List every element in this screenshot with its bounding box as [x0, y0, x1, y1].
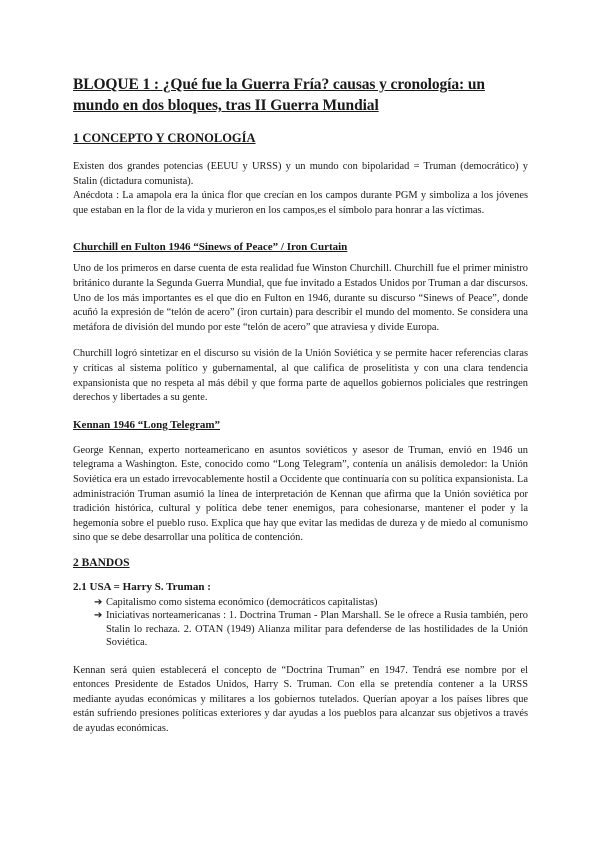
- arrow-right-icon: ➔: [94, 596, 103, 608]
- section-heading-concepto: 1 CONCEPTO Y CRONOLOGÍA: [73, 131, 256, 145]
- section-heading-bandos: 2 BANDOS: [73, 556, 130, 569]
- list-item: [94, 609, 528, 649]
- document-page: [73, 74, 528, 736]
- paragraph-churchill-2: Churchill logró sintetizar en el discurso su visión de la Unión Soviética y se permite hacer referencias claras y críticas al sistema político y gubernamental, al que califica de proselitista y con una clara tendencia expansionista que no respeta al más débil y que forma parte de aquellos gobiernos policiales que restringen derechos y libertades a su gente.: [73, 348, 528, 404]
- bullet-list-usa: [73, 596, 528, 650]
- paragraph-potencias: Existen dos grandes potencias (EEUU y URSS) y un mundo con bipolaridad = Truman (democrático) y Stalin (dictadura comunista).: [73, 161, 528, 187]
- paragraph-doctrina-truman: Kennan será quien establecerá el concepto de “Doctrina Truman” en 1947. Tendrá ese nombre por el entonces Presidente de Estados Unidos, Harry S. Truman. Con ella se pretendía contener a la URSS mediante ayudas económicas y militares a los gobiernos tutelados. Querían apoyar a los países libres que están sufriendo presiones políticas exteriores y dar ayudas a los pueblos para alcanzar sus objetivos a través de ayudas económicas.: [73, 664, 528, 734]
- list-item: [94, 596, 528, 609]
- arrow-right-icon: ➔: [94, 610, 103, 622]
- paragraph-churchill-1: Uno de los primeros en darse cuenta de esta realidad fue Winston Churchill. Churchill fue el primer ministro británico durante la Segunda Guerra Mundial, que fue invitado a Estados Unidos por Truman a dar discursos. Uno de los más importantes es el que dio en Fulton en 1946, durante su discurso “Sinews of Peace”, donde acuñó la expresión de “telón de acero” (iron curtain) para describir el mundo del momento. Se considera una metáfora de división del mundo por este “telón de acero” que atraviesa y divide Europa.: [73, 263, 528, 333]
- bullet-text: Capitalismo como sistema económico (democráticos capitalistas): [106, 596, 378, 608]
- page-title: BLOQUE 1 : ¿Qué fue la Guerra Fría? causas y cronología: un mundo en dos bloques, tras II Guerra Mundial: [73, 76, 485, 114]
- subheading-kennan: Kennan 1946 “Long Telegram”: [73, 418, 220, 431]
- paragraph-kennan: George Kennan, experto norteamericano en asuntos soviéticos y asesor de Truman, envió en 1946 un telegrama a Washington. Este, conocido como “Long Telegram”, contenía un análisis demoledor: la Unión Soviética era un estado irrevocablemente hostil a Occidente que continuaría con su política expansionista. La administración Truman asumió la línea de interpretación de Kennan que afirma que la Unión soviética por tradición histórica, cultural y política debe tener enemigos, para cohesionarse, mantener el poder y la hegemonía sobre el pueblo ruso. Explica que hay que evitar las medidas de dureza y de miedo al comunismo sino que se debe desarrollar una política de contención.: [73, 444, 528, 544]
- subheading-churchill: Churchill en Fulton 1946 “Sinews of Peace” / Iron Curtain: [73, 241, 348, 254]
- paragraph-anecdota: Anécdota : La amapola era la única flor que crecían en los campos durante PGM y simboliza a los jóvenes que estaban en la flor de la vida y murieron en los campos,es el símbolo para honrar a las víctimas.: [73, 190, 528, 216]
- bullet-text: Iniciativas norteamericanas : 1. Doctrina Truman - Plan Marshall. Se le ofrece a Rusia también, pero Stalin lo rechaza. 2. OTAN (1949) Alianza militar para defenderse de las hostilidades de la Unión Soviética.: [106, 610, 528, 649]
- subheading-usa: 2.1 USA = Harry S. Truman :: [73, 580, 211, 593]
